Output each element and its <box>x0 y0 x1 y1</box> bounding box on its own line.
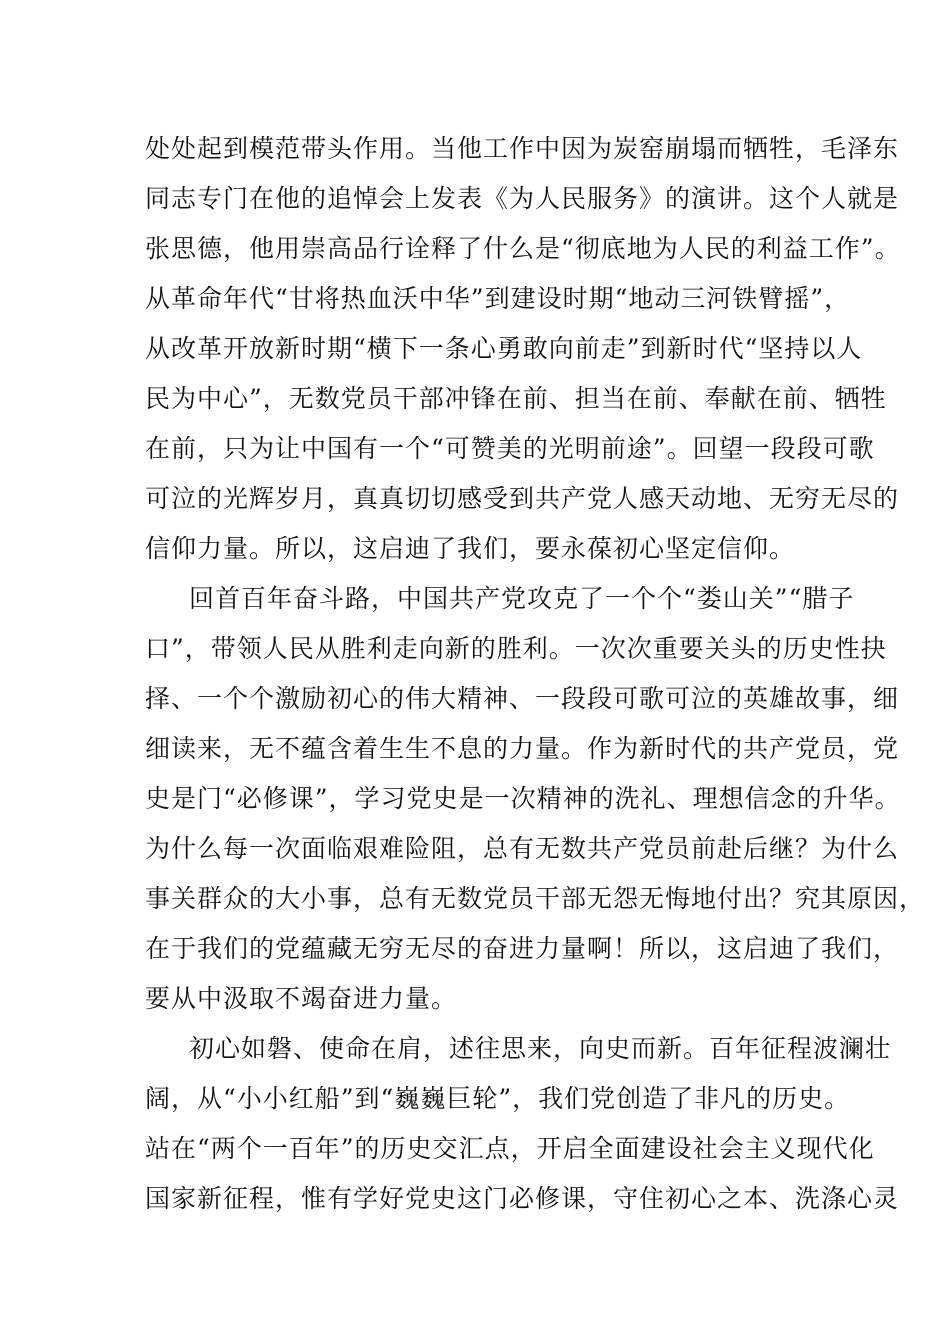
text-line: 民为中心”，无数党员干部冲锋在前、担当在前、奉献在前、牺牲 <box>145 384 887 413</box>
text-line: 同志专门在他的追悼会上发表《为人民服务》的演讲。这个人就是 <box>145 184 900 213</box>
text-line: 要从中汲取不竭奋进力量。 <box>145 984 458 1013</box>
text-line: 站在“两个一百年”的历史交汇点，开启全面建设社会主义现代化 <box>145 1134 875 1163</box>
text-line: 可泣的光辉岁月，真真切切感受到共产党人感天动地、无穷无尽的 <box>145 484 900 513</box>
text-line: 阔，从“小小红船”到“巍巍巨轮”，我们党创造了非凡的历史。 <box>145 1084 851 1113</box>
text-line: 处处起到模范带头作用。当他工作中因为炭窑崩塌而牺牲，毛泽东 <box>145 134 900 163</box>
text-line: 细读来，无不蕴含着生生不息的力量。作为新时代的共产党员，党 <box>145 734 900 763</box>
text-line: 事关群众的大小事，总有无数党员干部无怨无悔地付出？究其原因， <box>145 884 926 913</box>
text-line: 国家新征程，惟有学好党史这门必修课，守住初心之本、洗涤心灵 <box>145 1184 900 1213</box>
paragraph-start-line: 回首百年奋斗路，中国共产党攻克了一个个“娄山关”“腊子 <box>189 584 855 613</box>
text-line: 从革命年代“甘将热血沃中华”到建设时期“地动三河铁臂摇”， <box>145 284 851 313</box>
text-line: 择、一个个激励初心的伟大精神、一段段可歌可泣的英雄故事，细 <box>145 684 900 713</box>
paragraph-start-line: 初心如磐、使命在肩，述往思来，向史而新。百年征程波澜壮 <box>189 1034 892 1063</box>
text-line: 为什么每一次面临艰难险阻，总有无数共产党员前赴后继？为什么 <box>145 834 900 863</box>
text-line: 张思德，他用崇高品行诠释了什么是“彻底地为人民的利益工作”。 <box>145 234 901 263</box>
text-line: 在于我们的党蕴藏无穷无尽的奋进力量啊！所以，这启迪了我们， <box>145 934 900 963</box>
body-text <box>145 124 926 1224</box>
text-line: 史是门“必修课”，学习党史是一次精神的洗礼、理想信念的升华。 <box>145 784 901 813</box>
text-line: 信仰力量。所以，这启迪了我们，要永葆初心坚定信仰。 <box>145 534 796 563</box>
text-line: 在前，只为让中国有一个“可赞美的光明前途”。回望一段段可歌 <box>145 434 875 463</box>
text-line: 从改革开放新时期“横下一条心勇敢向前走”到新时代“坚持以人 <box>145 334 863 363</box>
text-line: 口”，带领人民从胜利走向新的胜利。一次次重要关头的历史性抉 <box>145 634 887 663</box>
